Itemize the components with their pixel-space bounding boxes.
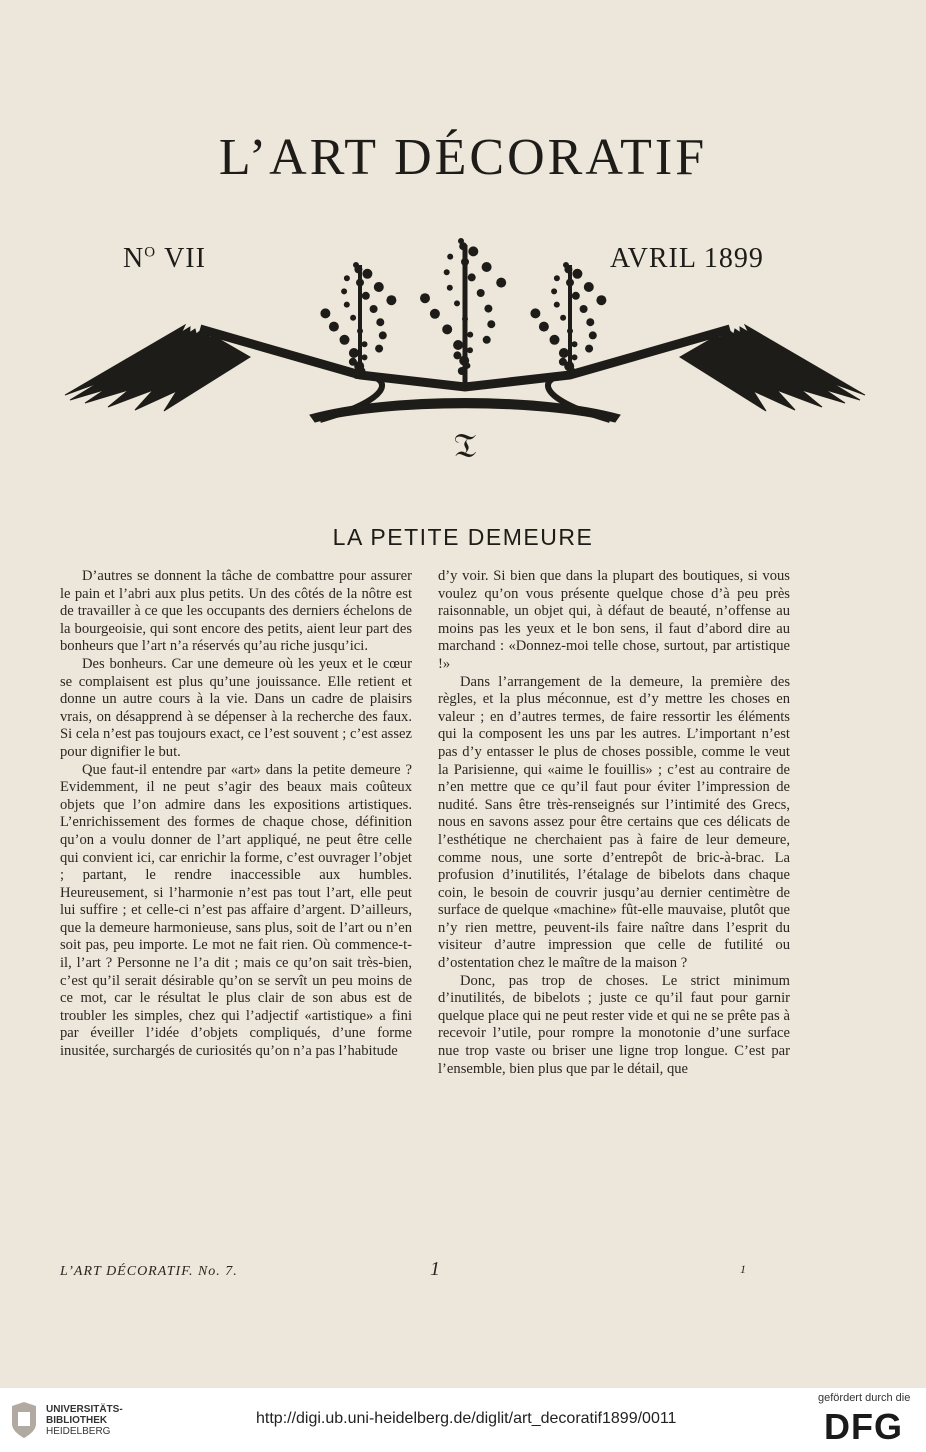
digitization-footer [0, 1388, 926, 1452]
article-column-left [60, 568, 412, 1248]
blossom-dot [467, 332, 473, 338]
blossom-dot [370, 305, 378, 313]
blossom-dot [567, 328, 573, 334]
blossom-dot [447, 285, 453, 291]
blossom-dot [453, 340, 463, 350]
blossom-dot [344, 302, 350, 308]
blossom-dot [462, 316, 468, 322]
blossom-dot [487, 320, 495, 328]
issue-prefix: N [123, 243, 145, 274]
blossom-dot [560, 315, 566, 321]
blossom-dot [362, 269, 372, 279]
library-name-line: BIBLIOTHEK [46, 1415, 108, 1426]
blossom-dot [477, 289, 485, 297]
paragraph-continuation: d’y voir. Si bien que dans la plupart des boutiques, si vous voulez qu’on vous présente quelque chose d’à peu près raisonnable, un objet qui, à défaut de beauté, n’offense au moins pas les yeux et le bon sens, il faut d’abord dire au marchand : «Donnez-moi telle chose, surtout, par artistique !» [438, 568, 790, 672]
blossom-dot [572, 269, 582, 279]
blossom-dot [357, 328, 363, 334]
article-title: LA PETITE DEMEURE [332, 524, 594, 550]
funded-by-label: gefördert durch die [818, 1392, 911, 1404]
blossom-dot [554, 275, 560, 281]
blossom-dot [580, 305, 588, 313]
blossom-dot [442, 324, 452, 334]
blossom-dot [483, 336, 491, 344]
blossom-dot [551, 288, 557, 294]
blossom-dot [386, 295, 396, 305]
blossom-dot [376, 318, 384, 326]
blossom-dot [554, 302, 560, 308]
blossom-dot [569, 368, 575, 374]
blossom-dot [374, 282, 384, 292]
blossom-dot [350, 315, 356, 321]
blossom-dot [459, 242, 467, 250]
paragraph: Dans l’arrangement de la demeure, la première des règles, et la plus méconnue, est d’y mettre les choses en valeur ; en d’autres termes, de faire ressortir les éléments qui la composent les uns par les autres. L’important n’est pas d’y entasser le plus de choses possible, comme le veut la Parisienne, qui «aime le fouillis» ; c’est au contraire de n’en mettre que ce qu’il faut pour éviter l’impression de nudité. Sans être très-renseignés sur l’intimité des Grecs, nous en savons assez pour être certains que ces délicats de l’esthétique ne cherchaient pas à faire de leur demeure, comme nous, une sorte d’entrepôt de bric-à-brac. La profusion d’inutilités, l’étalage de bibelots dans chaque coin, le besoin de couvrir jusqu’au dernier centimètre de surface de quelque «machine» fût-elle mauvaise, plutôt que n’y rien mettre, peuvent-ils faire naître dans l’esprit du visiteur d’autre impression que celle de futilité ou d’ostentation chez le maître de la maison ? [438, 673, 790, 972]
blossom-dot [353, 371, 361, 379]
blossom-dot [461, 258, 469, 266]
blossom-dot [430, 309, 440, 319]
running-title: L’ART DÉCORATIF. No. 7. [60, 1264, 238, 1279]
blossom-dot [572, 341, 578, 347]
dfg-logo: DFG [824, 1406, 903, 1447]
issue-date: AVRIL 1899 [610, 243, 764, 274]
blossom-dot [482, 262, 492, 272]
article-column-right [438, 568, 790, 1248]
library-name-line: UNIVERSITÄTS- [46, 1404, 123, 1415]
blossom-dot [320, 308, 330, 318]
blossom-dot [550, 335, 560, 345]
blossom-dot [584, 282, 594, 292]
blossom-dot [340, 335, 350, 345]
folio-number: 1 [740, 1262, 746, 1276]
paragraph: D’autres se donnent la tâche de combattre pour assurer le pain et l’abri aux plus petits. Un des côtés de la nôtre est de travailler à ce que les occupants des derniers échelons de la bourgeoisie, qui sont encore des petits, aient leur part des bonheurs que l’art n’a réservés qu’au riche jusqu’ici. [60, 568, 412, 655]
library-name [46, 1404, 123, 1437]
chestnut-ornament-illustration [60, 225, 870, 465]
blossom-dot [564, 265, 572, 273]
paragraph: Que faut-il entendre par «art» dans la petite demeure ? Evidemment, il ne peut s’agir des beaux mais coûteux objets que l’on admire dans les expositions artistiques. L’enrichissement des formes de chaque chose, définition qu’on a voulu donner de l’art appliqué, ne peut être celle qui convient ici, car enrichir la forme, c’est ouvrager l’objet ; partant, le rendre inaccessible aux humbles. Heureusement, si l’harmonie n’est pas tout l’art, elle peut lui suffire ; et celle-ci n’est pas affaire d’argent. D’ailleurs, que la demeure harmonieuse, sans plus, soit de l’art ou n’en soit pas, peu importe. Le mot ne fait rien. Où commence-t-il, l’art ? Personne ne l’a dit ; mais ce qu’on sait très-bien, c’est qu’il serait désirable qu’on se servît un peu moins de ce mot, car le résultat le plus clair de son abus est de troubler les simples, chez qui l’adjectif «artistique» a fini par éveiller l’idée d’objets compliqués, d’une forme inusitée, surchargés de curiosités qu’on n’a pas l’habitude [60, 761, 412, 1060]
monogram-mark: 𝔗 [453, 428, 477, 465]
blossom-dot [454, 300, 460, 306]
blossom-dot [496, 278, 506, 288]
blossom-dot [563, 371, 571, 379]
issue-roman: VII [164, 243, 206, 274]
page-number: 1 [430, 1258, 440, 1280]
blossom-dot [572, 354, 578, 360]
blossom-dot [359, 368, 365, 374]
blossom-dot [566, 279, 574, 287]
blossom-dot [362, 341, 368, 347]
blossom-dot [375, 345, 383, 353]
issue-superscript: O [144, 244, 157, 261]
blossom-dot [341, 288, 347, 294]
permalink-url[interactable]: http://digi.ub.uni-heidelberg.de/diglit/art_decoratif1899/0011 [256, 1410, 677, 1427]
blossom-dot [464, 363, 470, 369]
library-name-line: HEIDELBERG [46, 1426, 111, 1437]
blossom-dot [530, 308, 540, 318]
blossom-dot [447, 254, 453, 260]
university-library-logo-icon [10, 1402, 38, 1438]
blossom-dot [362, 292, 370, 300]
blossom-dot [586, 318, 594, 326]
masthead-title: L’ART DÉCORATIF [218, 129, 708, 186]
blossom-dot [362, 354, 368, 360]
blossom-dot [559, 348, 569, 358]
blossom-dot [354, 265, 362, 273]
blossom-dot [349, 348, 359, 358]
blossom-dot [344, 275, 350, 281]
blossom-dot [484, 305, 492, 313]
blossom-dot [468, 246, 478, 256]
blossom-dot [589, 331, 597, 339]
blossom-dot [596, 295, 606, 305]
paragraph: Des bonheurs. Car une demeure où les yeux et le cœur se complaisent est plus qu’une jouissance. Elle retient et donne un autre cours à la vie. Dans un cadre de plaisirs vrais, on désapprend à se dépenser à la recherche des faux. Si cela n’est pas toujours exact, ce l’est souvent ; c’est assez pour dignifier le but. [60, 655, 412, 760]
blossom-dot [329, 322, 339, 332]
blossom-dot [585, 345, 593, 353]
blossom-dot [458, 367, 466, 375]
blossom-dot [572, 292, 580, 300]
paragraph: Donc, pas trop de choses. Le strict minimum d’inutilités, de bibelots ; juste ce qu’il faut pour garnir quelque place qui ne peut rester vide et qui ne se prête pas à recevoir l’utile, pour rompre la monotonie d’une surface nue trop vaste ou briser une ligne trop longue. C’est par l’ensemble, bien plus que par le détail, que [438, 972, 790, 1077]
blossom-dot [444, 269, 450, 275]
blossom-dot [539, 322, 549, 332]
blossom-dot [467, 347, 473, 353]
blossom-dot [468, 273, 476, 281]
blossom-dot [420, 293, 430, 303]
blossom-dot [356, 279, 364, 287]
blossom-dot [379, 331, 387, 339]
